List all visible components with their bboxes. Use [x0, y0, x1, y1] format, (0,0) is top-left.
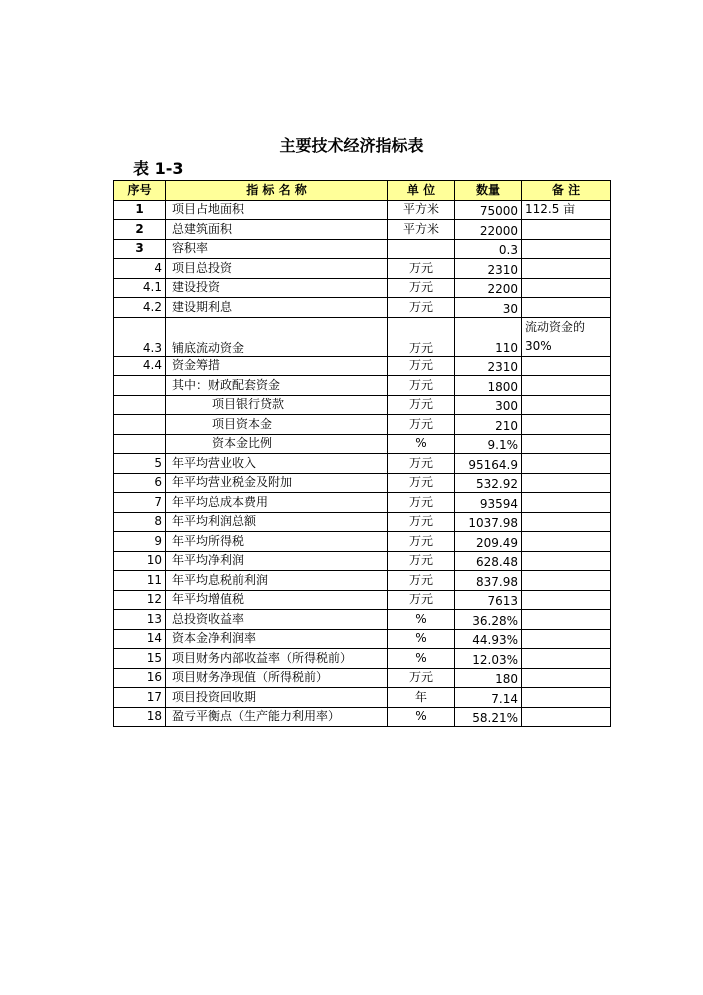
- table-row: [114, 200, 611, 220]
- row-note: [522, 415, 611, 435]
- row-qty: 1800: [455, 376, 522, 396]
- row-qty: 180: [455, 668, 522, 688]
- row-note: 流动资金的30%: [522, 317, 611, 356]
- row-name: 年平均净利润: [166, 551, 388, 571]
- page-title: 主要技术经济指标表: [279, 136, 424, 155]
- row-no: 13: [114, 610, 166, 630]
- row-note: [522, 551, 611, 571]
- row-no: [114, 415, 166, 435]
- row-note: [522, 668, 611, 688]
- row-no: 11: [114, 571, 166, 591]
- row-unit: 万元: [388, 376, 455, 396]
- row-name: 年平均营业收入: [166, 454, 388, 474]
- row-name: 年平均所得税: [166, 532, 388, 552]
- row-note: [522, 493, 611, 513]
- row-unit: %: [388, 434, 455, 454]
- row-unit: 万元: [388, 317, 455, 356]
- header-unit: 单 位: [388, 181, 455, 201]
- row-name: 项目占地面积: [166, 200, 388, 220]
- row-qty: 628.48: [455, 551, 522, 571]
- row-unit: 万元: [388, 395, 455, 415]
- row-qty: 7.14: [455, 688, 522, 708]
- row-qty: 9.1%: [455, 434, 522, 454]
- row-note: [522, 610, 611, 630]
- row-no: 7: [114, 493, 166, 513]
- row-qty: 209.49: [455, 532, 522, 552]
- row-name: 项目财务内部收益率（所得税前）: [166, 649, 388, 669]
- row-name: 项目资本金: [166, 415, 388, 435]
- row-unit: 万元: [388, 298, 455, 318]
- table-row: [114, 298, 611, 318]
- table-row: [114, 493, 611, 513]
- row-name: 建设期利息: [166, 298, 388, 318]
- row-unit: 平方米: [388, 200, 455, 220]
- row-note: [522, 434, 611, 454]
- table-row: [114, 551, 611, 571]
- table-row: [114, 688, 611, 708]
- indicator-table: [113, 180, 611, 727]
- row-name: 项目财务净现值（所得税前）: [166, 668, 388, 688]
- table-header-row: [114, 181, 611, 201]
- table-row: [114, 220, 611, 240]
- header-no: 序号: [114, 181, 166, 201]
- row-qty: 300: [455, 395, 522, 415]
- row-no: 8: [114, 512, 166, 532]
- row-unit: 万元: [388, 415, 455, 435]
- row-name: 项目银行贷款: [166, 395, 388, 415]
- row-unit: 万元: [388, 668, 455, 688]
- table-caption: 表 1-3: [133, 159, 184, 178]
- row-no: 4.4: [114, 356, 166, 376]
- row-qty: 7613: [455, 590, 522, 610]
- table-row: [114, 668, 611, 688]
- row-no: 4: [114, 259, 166, 279]
- table-row: [114, 356, 611, 376]
- row-note: [522, 590, 611, 610]
- row-unit: 万元: [388, 356, 455, 376]
- table-row: [114, 259, 611, 279]
- row-no: 15: [114, 649, 166, 669]
- row-name: 年平均利润总额: [166, 512, 388, 532]
- row-qty: 210: [455, 415, 522, 435]
- row-unit: %: [388, 707, 455, 727]
- row-note: [522, 395, 611, 415]
- row-qty: 30: [455, 298, 522, 318]
- row-unit: 年: [388, 688, 455, 708]
- row-unit: 万元: [388, 590, 455, 610]
- row-note: [522, 688, 611, 708]
- row-name: 其中：财政配套资金: [166, 376, 388, 396]
- row-note: [522, 512, 611, 532]
- table-row: [114, 395, 611, 415]
- row-note: [522, 259, 611, 279]
- row-qty: 75000: [455, 200, 522, 220]
- row-name: 盈亏平衡点（生产能力利用率）: [166, 707, 388, 727]
- row-note: [522, 220, 611, 240]
- row-qty: 0.3: [455, 239, 522, 259]
- table-row: [114, 317, 611, 356]
- row-no: [114, 376, 166, 396]
- row-no: 9: [114, 532, 166, 552]
- row-qty: 2200: [455, 278, 522, 298]
- header-name: 指 标 名 称: [166, 181, 388, 201]
- row-no: 4.2: [114, 298, 166, 318]
- row-unit: 万元: [388, 571, 455, 591]
- row-qty: 58.21%: [455, 707, 522, 727]
- row-note: [522, 278, 611, 298]
- table-row: [114, 610, 611, 630]
- row-note: [522, 239, 611, 259]
- row-note: [522, 473, 611, 493]
- row-qty: 837.98: [455, 571, 522, 591]
- row-qty: 532.92: [455, 473, 522, 493]
- row-qty: 2310: [455, 259, 522, 279]
- row-no: 2: [114, 220, 166, 240]
- row-note: [522, 649, 611, 669]
- row-note: [522, 532, 611, 552]
- row-name: 年平均总成本费用: [166, 493, 388, 513]
- row-qty: 44.93%: [455, 629, 522, 649]
- row-no: 3: [114, 239, 166, 259]
- row-no: 17: [114, 688, 166, 708]
- row-qty: 1037.98: [455, 512, 522, 532]
- table-row: [114, 278, 611, 298]
- row-name: 资金筹措: [166, 356, 388, 376]
- table-row: [114, 707, 611, 727]
- row-name: 资本金比例: [166, 434, 388, 454]
- table-row: [114, 590, 611, 610]
- row-name: 项目投资回收期: [166, 688, 388, 708]
- table-row: [114, 649, 611, 669]
- row-name: 年平均营业税金及附加: [166, 473, 388, 493]
- row-name: 容积率: [166, 239, 388, 259]
- row-no: [114, 395, 166, 415]
- row-unit: 万元: [388, 278, 455, 298]
- row-note: 112.5 亩: [522, 200, 611, 220]
- row-unit: 万元: [388, 473, 455, 493]
- row-no: 18: [114, 707, 166, 727]
- row-no: 16: [114, 668, 166, 688]
- row-no: 10: [114, 551, 166, 571]
- table-row: [114, 571, 611, 591]
- table-row: [114, 454, 611, 474]
- row-qty: 95164.9: [455, 454, 522, 474]
- row-qty: 12.03%: [455, 649, 522, 669]
- table-row: [114, 434, 611, 454]
- row-name: 总建筑面积: [166, 220, 388, 240]
- row-note: [522, 298, 611, 318]
- row-no: 5: [114, 454, 166, 474]
- row-name: 项目总投资: [166, 259, 388, 279]
- header-note: 备 注: [522, 181, 611, 201]
- row-note: [522, 707, 611, 727]
- row-qty: 22000: [455, 220, 522, 240]
- row-note: [522, 571, 611, 591]
- table-row: [114, 532, 611, 552]
- row-name: 铺底流动资金: [166, 317, 388, 356]
- row-no: 4.1: [114, 278, 166, 298]
- row-no: 14: [114, 629, 166, 649]
- row-unit: 万元: [388, 493, 455, 513]
- row-no: 12: [114, 590, 166, 610]
- row-unit: 万元: [388, 532, 455, 552]
- table-row: [114, 239, 611, 259]
- row-unit: 平方米: [388, 220, 455, 240]
- row-unit: 万元: [388, 551, 455, 571]
- row-note: [522, 376, 611, 396]
- table-row: [114, 415, 611, 435]
- row-name: 年平均息税前利润: [166, 571, 388, 591]
- row-unit: %: [388, 649, 455, 669]
- row-no: 1: [114, 200, 166, 220]
- table-row: [114, 629, 611, 649]
- row-qty: 36.28%: [455, 610, 522, 630]
- row-note: [522, 629, 611, 649]
- row-unit: 万元: [388, 512, 455, 532]
- row-unit: 万元: [388, 259, 455, 279]
- row-unit: 万元: [388, 454, 455, 474]
- row-no: [114, 434, 166, 454]
- row-no: 4.3: [114, 317, 166, 356]
- row-unit: %: [388, 610, 455, 630]
- row-qty: 93594: [455, 493, 522, 513]
- row-qty: 2310: [455, 356, 522, 376]
- row-note: [522, 454, 611, 474]
- row-name: 建设投资: [166, 278, 388, 298]
- table-row: [114, 376, 611, 396]
- row-no: 6: [114, 473, 166, 493]
- row-qty: 110: [455, 317, 522, 356]
- header-qty: 数量: [455, 181, 522, 201]
- row-name: 总投资收益率: [166, 610, 388, 630]
- table-row: [114, 473, 611, 493]
- table-row: [114, 512, 611, 532]
- row-name: 年平均增值税: [166, 590, 388, 610]
- row-note: [522, 356, 611, 376]
- row-name: 资本金净利润率: [166, 629, 388, 649]
- row-unit: %: [388, 629, 455, 649]
- row-unit: [388, 239, 455, 259]
